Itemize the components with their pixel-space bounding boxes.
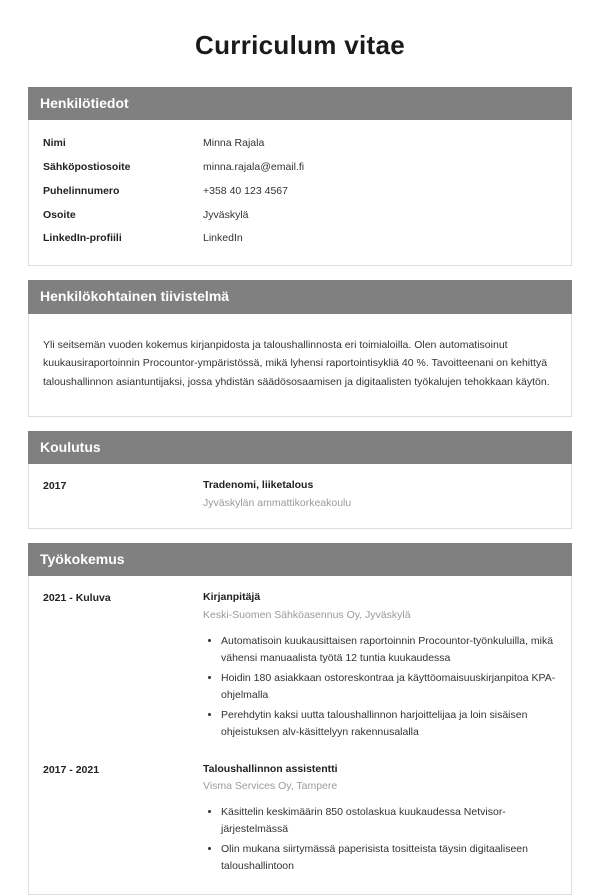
entry-title: Tradenomi, liiketalous [203, 479, 314, 492]
entry-bullet-list [203, 633, 557, 741]
info-row [43, 180, 557, 204]
education-entry [43, 476, 557, 514]
linkedin-link[interactable]: LinkedIn [203, 232, 243, 245]
entry-main [203, 590, 557, 744]
experience-entry [43, 760, 557, 881]
list-item: • Perehdytin kaksi uutta taloushallinnon harjoittelijaa ja loin sisäisen ohjeistuksen alv-käsittelyyn rakennusalalla [221, 707, 557, 741]
info-row [43, 227, 557, 251]
entry-title: Kirjanpitäjä [203, 590, 261, 603]
info-value: Jyväskylä [203, 208, 249, 221]
list-item: • Käsittelin keskimäärin 850 ostolaskua kuukaudessa Netvisor-järjestelmässä [221, 804, 557, 838]
entry-date: 2021 - Kuluva [43, 591, 111, 604]
experience-entry [43, 588, 557, 746]
page-title: Curriculum vitae [195, 30, 405, 60]
section-body-education [28, 464, 572, 529]
info-row [43, 204, 557, 228]
section-body-summary [28, 314, 572, 417]
section-header-experience: Työkokemus [28, 543, 572, 576]
info-value: +358 40 123 4567 [203, 184, 288, 197]
entry-main [203, 762, 557, 879]
entry-org: Visma Services Oy, Tampere [203, 780, 338, 793]
section-summary [28, 280, 572, 417]
info-value: Minna Rajala [203, 137, 265, 150]
section-education [28, 431, 572, 529]
section-personal-info [28, 87, 572, 266]
info-label: Puhelinnumero [43, 184, 120, 197]
section-header-personal-info: Henkilötiedot [28, 87, 572, 120]
list-item: • Automatisoin kuukausittaisen raportoinnin Procountor-työnkuluilla, mikä vähensi manuaalista työtä 12 tuntia kuukaudessa [221, 633, 557, 667]
info-row [43, 156, 557, 180]
section-header-education: Koulutus [28, 431, 572, 464]
section-experience [28, 543, 572, 895]
list-item: • Hoidin 180 asiakkaan ostoreskontraa ja käyttöomaisuuskirjanpitoa KPA-ohjelmalla [221, 670, 557, 704]
entry-date: 2017 - 2021 [43, 763, 100, 776]
section-header-summary: Henkilökohtainen tiivistelmä [28, 280, 572, 313]
entry-org: Jyväskylän ammattikorkeakoulu [203, 496, 352, 509]
entry-title: Taloushallinnon assistentti [203, 762, 338, 775]
cv-page [0, 30, 600, 878]
entry-main [203, 478, 557, 512]
entry-bullet-list [203, 804, 557, 875]
section-body-experience [28, 576, 572, 895]
entry-org: Keski-Suomen Sähköasennus Oy, Jyväskylä [203, 608, 411, 621]
entry-date: 2017 [43, 480, 67, 493]
info-label: Nimi [43, 137, 66, 150]
info-label: LinkedIn-profiili [43, 232, 122, 245]
info-row [43, 132, 557, 156]
section-body-personal-info [28, 120, 572, 266]
summary-text: Yli seitsemän vuoden kokemus kirjanpidosta ja taloushallinnosta eri toimialoilla. Olen automatisoinut kuukausiraportoinnin Procountor-ympäristössä, mikä lyhensi raportointisykliä 40 %. Tavoitteenani on kehittyä taloushallinnon asiantuntijaksi, jossa yhdistän säädösosaamisen ja digitaalisten työkalujen tehokkaan käytön. [43, 339, 550, 388]
list-item: • Olin mukana siirtymässä paperisista tositteista täysin digitaaliseen taloushallintoon [221, 841, 557, 875]
info-value: minna.rajala@email.fi [203, 161, 305, 174]
info-label: Osoite [43, 208, 76, 221]
info-label: Sähköpostiosoite [43, 161, 131, 174]
